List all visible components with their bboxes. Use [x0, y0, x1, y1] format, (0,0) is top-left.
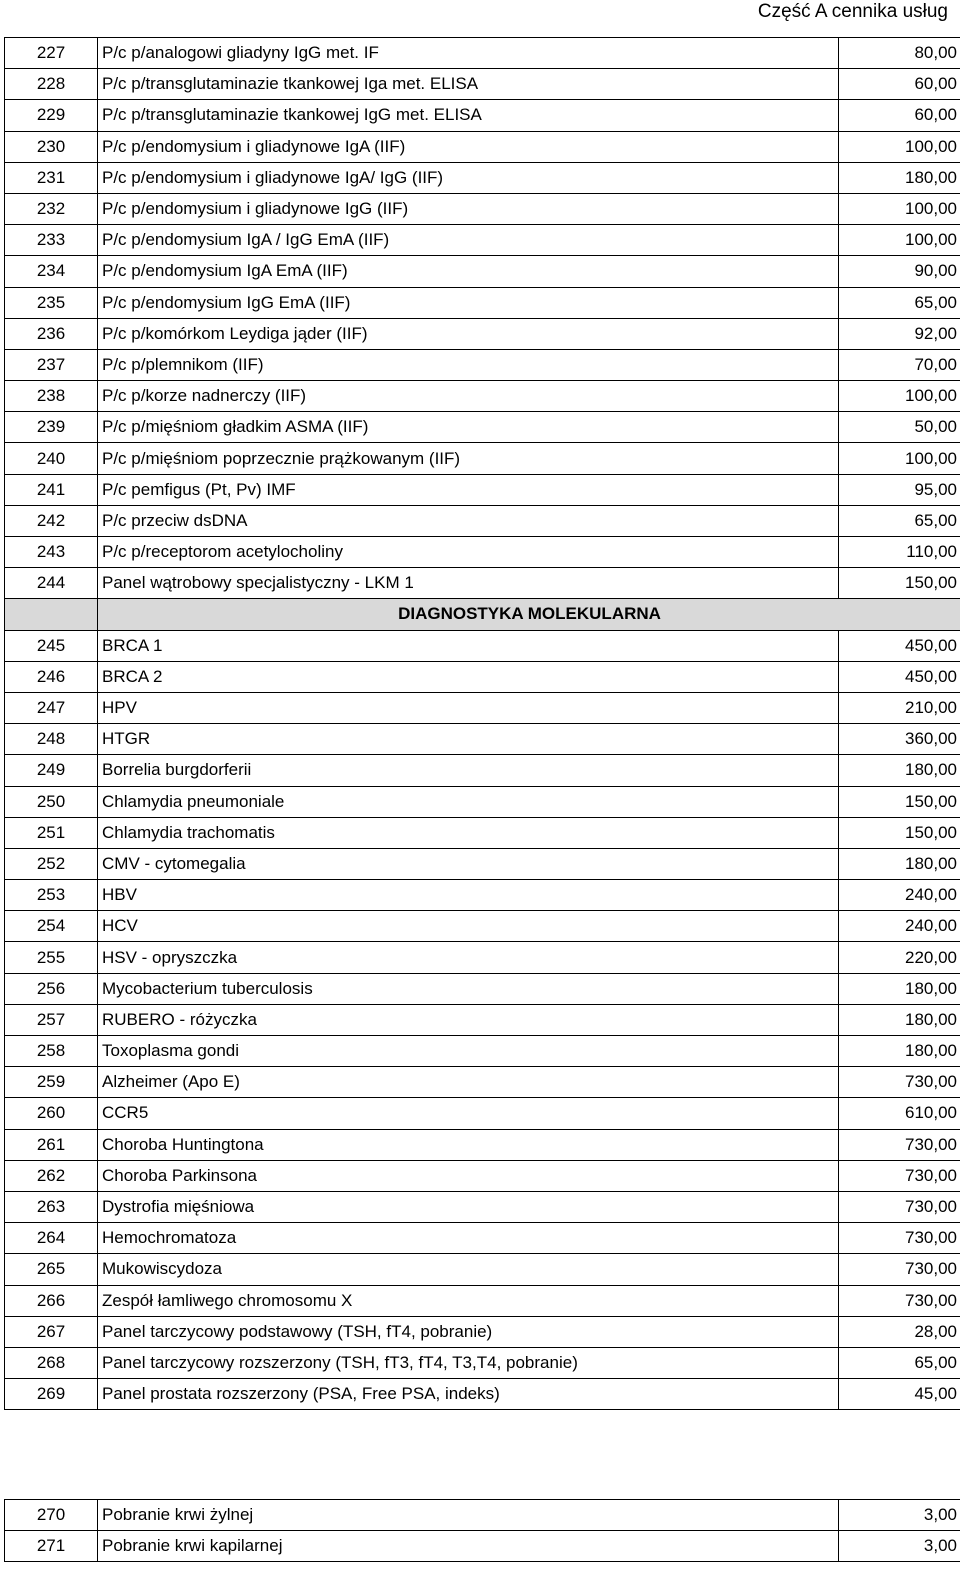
- item-number: 247: [5, 692, 98, 723]
- table-row: [5, 911, 960, 942]
- item-number: 260: [5, 1098, 98, 1129]
- item-price: 150,00: [839, 817, 960, 848]
- item-number: 252: [5, 848, 98, 879]
- table-row: [5, 537, 960, 568]
- item-name: Hemochromatoza: [98, 1223, 839, 1254]
- item-name: Choroba Huntingtona: [98, 1129, 839, 1160]
- item-name: Pobranie krwi kapilarnej: [98, 1531, 839, 1562]
- item-number: 258: [5, 1036, 98, 1067]
- item-number: 270: [5, 1500, 98, 1531]
- item-name: HCV: [98, 911, 839, 942]
- item-name: P/c p/endomysium IgA / IgG EmA (IIF): [98, 225, 839, 256]
- item-number: 250: [5, 786, 98, 817]
- item-number: 255: [5, 942, 98, 973]
- item-price: 150,00: [839, 786, 960, 817]
- table-row: [5, 381, 960, 412]
- item-name: P/c p/endomysium i gliadynowe IgG (IIF): [98, 193, 839, 224]
- item-name: Zespół łamliwego chromosomu X: [98, 1285, 839, 1316]
- item-price: 180,00: [839, 755, 960, 786]
- table-row: [5, 162, 960, 193]
- item-price: 730,00: [839, 1191, 960, 1222]
- item-name: HSV - opryszczka: [98, 942, 839, 973]
- table-row: [5, 880, 960, 911]
- item-name: Panel tarczycowy podstawowy (TSH, fT4, pobranie): [98, 1316, 839, 1347]
- table-row: [5, 692, 960, 723]
- item-name: Borrelia burgdorferii: [98, 755, 839, 786]
- table-row: [5, 1347, 960, 1378]
- item-number: 257: [5, 1004, 98, 1035]
- item-price: 100,00: [839, 131, 960, 162]
- table-row: [5, 38, 960, 69]
- item-number: 261: [5, 1129, 98, 1160]
- item-price: 60,00: [839, 100, 960, 131]
- table-row: [5, 1500, 960, 1531]
- item-name: P/c p/endomysium IgG EmA (IIF): [98, 287, 839, 318]
- item-price: 610,00: [839, 1098, 960, 1129]
- table-row: [5, 661, 960, 692]
- item-number: 239: [5, 412, 98, 443]
- item-price: 240,00: [839, 880, 960, 911]
- item-price: 180,00: [839, 973, 960, 1004]
- table-row: [5, 1285, 960, 1316]
- document-header: Część A cennika usług: [757, 1, 948, 22]
- item-price: 3,00: [839, 1500, 960, 1531]
- item-name: P/c p/transglutaminazie tkankowej IgG met. ELISA: [98, 100, 839, 131]
- item-number: 242: [5, 505, 98, 536]
- item-name: Chlamydia pneumoniale: [98, 786, 839, 817]
- item-name: P/c p/endomysium i gliadynowe IgA (IIF): [98, 131, 839, 162]
- item-name: Choroba Parkinsona: [98, 1160, 839, 1191]
- table-row: [5, 1036, 960, 1067]
- item-price: 100,00: [839, 381, 960, 412]
- table-row: [5, 568, 960, 599]
- item-number: 253: [5, 880, 98, 911]
- item-name: P/c p/endomysium i gliadynowe IgA/ IgG (IIF): [98, 162, 839, 193]
- item-price: 100,00: [839, 443, 960, 474]
- table-row: [5, 942, 960, 973]
- table-row: [5, 630, 960, 661]
- table-row: [5, 1316, 960, 1347]
- item-number: 267: [5, 1316, 98, 1347]
- table-row: [5, 1223, 960, 1254]
- item-number: 244: [5, 568, 98, 599]
- item-number: 254: [5, 911, 98, 942]
- item-name: Mycobacterium tuberculosis: [98, 973, 839, 1004]
- table-row: [5, 256, 960, 287]
- item-name: Dystrofia mięśniowa: [98, 1191, 839, 1222]
- item-number: 230: [5, 131, 98, 162]
- item-price: 730,00: [839, 1254, 960, 1285]
- item-name: P/c p/receptorom acetylocholiny: [98, 537, 839, 568]
- table-row: [5, 1160, 960, 1191]
- item-name: P/c p/plemnikom (IIF): [98, 349, 839, 380]
- item-price: 45,00: [839, 1379, 960, 1410]
- item-number: 248: [5, 724, 98, 755]
- item-price: 180,00: [839, 1004, 960, 1035]
- item-number: 256: [5, 973, 98, 1004]
- table-row: [5, 412, 960, 443]
- table-row: [5, 1067, 960, 1098]
- section-header-row: [5, 599, 960, 630]
- item-name: CCR5: [98, 1098, 839, 1129]
- item-name: P/c przeciw dsDNA: [98, 505, 839, 536]
- item-number: 249: [5, 755, 98, 786]
- item-price: 180,00: [839, 162, 960, 193]
- table-row: [5, 1129, 960, 1160]
- table-row: [5, 287, 960, 318]
- section-title: DIAGNOSTYKA MOLEKULARNA: [98, 599, 960, 630]
- table-row: [5, 1254, 960, 1285]
- item-price: 730,00: [839, 1160, 960, 1191]
- table-row: [5, 848, 960, 879]
- item-price: 50,00: [839, 412, 960, 443]
- item-number: 264: [5, 1223, 98, 1254]
- table-row: [5, 973, 960, 1004]
- item-price: 110,00: [839, 537, 960, 568]
- item-price: 450,00: [839, 661, 960, 692]
- item-name: HBV: [98, 880, 839, 911]
- item-name: P/c p/mięśniom gładkim ASMA (IIF): [98, 412, 839, 443]
- item-number: 232: [5, 193, 98, 224]
- item-price: 95,00: [839, 474, 960, 505]
- table-row: [5, 1191, 960, 1222]
- item-number: 245: [5, 630, 98, 661]
- item-name: Chlamydia trachomatis: [98, 817, 839, 848]
- item-price: 240,00: [839, 911, 960, 942]
- item-name: P/c p/komórkom Leydiga jąder (IIF): [98, 318, 839, 349]
- item-name: Panel tarczycowy rozszerzony (TSH, fT3, fT4, T3,T4, pobranie): [98, 1347, 839, 1378]
- item-number: 266: [5, 1285, 98, 1316]
- table-row: [5, 443, 960, 474]
- item-number: 228: [5, 69, 98, 100]
- item-number: 231: [5, 162, 98, 193]
- item-price: 92,00: [839, 318, 960, 349]
- item-number: 259: [5, 1067, 98, 1098]
- table-row: [5, 131, 960, 162]
- item-number: 240: [5, 443, 98, 474]
- item-name: BRCA 1: [98, 630, 839, 661]
- item-price: 100,00: [839, 193, 960, 224]
- item-number: 229: [5, 100, 98, 131]
- item-name: RUBERO - różyczka: [98, 1004, 839, 1035]
- item-number: 263: [5, 1191, 98, 1222]
- item-number: 235: [5, 287, 98, 318]
- item-price: 360,00: [839, 724, 960, 755]
- item-number: 237: [5, 349, 98, 380]
- item-name: Mukowiscydoza: [98, 1254, 839, 1285]
- item-number: 269: [5, 1379, 98, 1410]
- item-number: 265: [5, 1254, 98, 1285]
- table-row: [5, 318, 960, 349]
- item-price: 65,00: [839, 505, 960, 536]
- price-table: [4, 37, 960, 1410]
- item-price: 180,00: [839, 848, 960, 879]
- table-row: [5, 349, 960, 380]
- item-number: 238: [5, 381, 98, 412]
- item-number: 243: [5, 537, 98, 568]
- item-name: CMV - cytomegalia: [98, 848, 839, 879]
- table-row: [5, 193, 960, 224]
- item-name: P/c p/analogowi gliadyny IgG met. IF: [98, 38, 839, 69]
- table-row: [5, 1004, 960, 1035]
- item-name: BRCA 2: [98, 661, 839, 692]
- item-price: 60,00: [839, 69, 960, 100]
- table-row: [5, 474, 960, 505]
- item-name: P/c p/korze nadnerczy (IIF): [98, 381, 839, 412]
- item-name: Panel wątrobowy specjalistyczny - LKM 1: [98, 568, 839, 599]
- item-number: 246: [5, 661, 98, 692]
- table-row: [5, 724, 960, 755]
- item-price: 65,00: [839, 287, 960, 318]
- item-price: 730,00: [839, 1129, 960, 1160]
- table-row: [5, 817, 960, 848]
- item-name: P/c p/mięśniom poprzecznie prążkowanym (IIF): [98, 443, 839, 474]
- table-row: [5, 505, 960, 536]
- item-price: 730,00: [839, 1223, 960, 1254]
- table-row: [5, 100, 960, 131]
- item-price: 3,00: [839, 1531, 960, 1562]
- item-price: 450,00: [839, 630, 960, 661]
- item-price: 180,00: [839, 1036, 960, 1067]
- table-row: [5, 1379, 960, 1410]
- item-number: 251: [5, 817, 98, 848]
- item-price: 28,00: [839, 1316, 960, 1347]
- section-blank-cell: [5, 599, 98, 630]
- item-number: 234: [5, 256, 98, 287]
- table-row: [5, 1098, 960, 1129]
- item-number: 236: [5, 318, 98, 349]
- item-price: 70,00: [839, 349, 960, 380]
- item-name: P/c p/endomysium IgA EmA (IIF): [98, 256, 839, 287]
- item-price: 150,00: [839, 568, 960, 599]
- item-number: 268: [5, 1347, 98, 1378]
- item-price: 730,00: [839, 1067, 960, 1098]
- table-row: [5, 225, 960, 256]
- item-number: 271: [5, 1531, 98, 1562]
- item-name: P/c pemfigus (Pt, Pv) IMF: [98, 474, 839, 505]
- table-row: [5, 786, 960, 817]
- table-row: [5, 1531, 960, 1562]
- item-name: HTGR: [98, 724, 839, 755]
- item-number: 241: [5, 474, 98, 505]
- item-number: 233: [5, 225, 98, 256]
- item-price: 100,00: [839, 225, 960, 256]
- item-number: 262: [5, 1160, 98, 1191]
- item-name: HPV: [98, 692, 839, 723]
- item-price: 220,00: [839, 942, 960, 973]
- item-name: Toxoplasma gondi: [98, 1036, 839, 1067]
- item-number: 227: [5, 38, 98, 69]
- item-name: P/c p/transglutaminazie tkankowej Iga met. ELISA: [98, 69, 839, 100]
- item-price: 65,00: [839, 1347, 960, 1378]
- item-name: Pobranie krwi żylnej: [98, 1500, 839, 1531]
- item-price: 80,00: [839, 38, 960, 69]
- item-name: Panel prostata rozszerzony (PSA, Free PSA, indeks): [98, 1379, 839, 1410]
- table-row: [5, 755, 960, 786]
- item-price: 730,00: [839, 1285, 960, 1316]
- item-price: 210,00: [839, 692, 960, 723]
- table-row: [5, 69, 960, 100]
- price-table-blood-collection: [4, 1499, 960, 1562]
- item-name: Alzheimer (Apo E): [98, 1067, 839, 1098]
- item-price: 90,00: [839, 256, 960, 287]
